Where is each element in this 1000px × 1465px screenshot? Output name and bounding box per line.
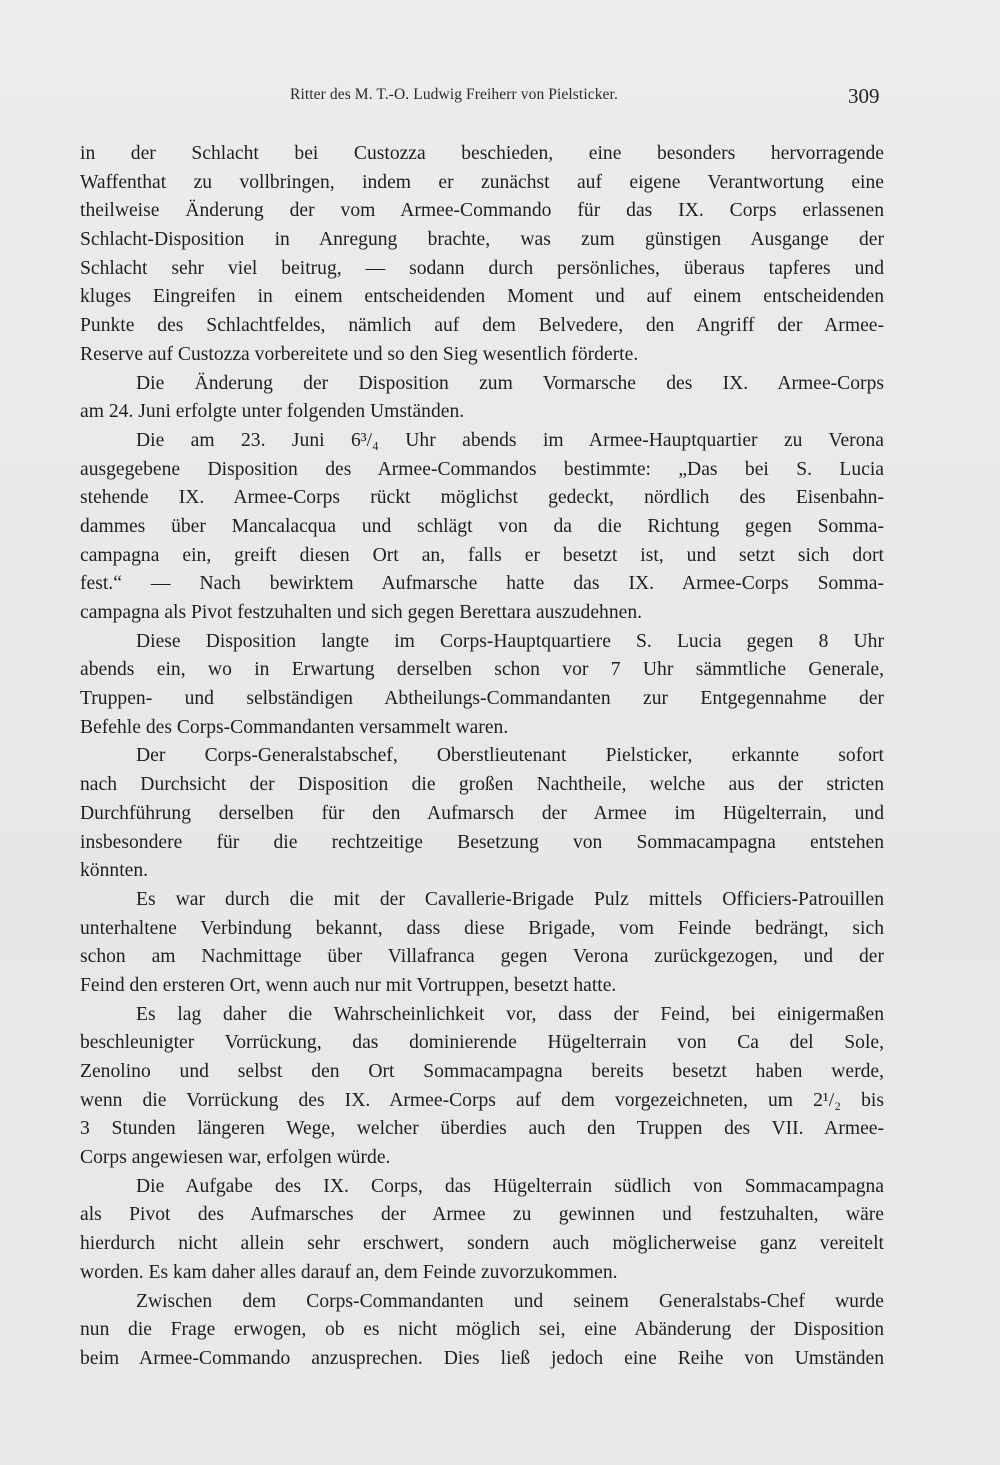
text-line: unterhaltene Verbindung bekannt, dass diese Brigade, vom Feinde bedrängt, sich: [80, 917, 884, 939]
text-line: Zenolino und selbst den Ort Sommacampagna bereits besetzt haben werde,: [80, 1061, 884, 1082]
text-line: Diese Disposition langte im Corps-Hauptquartiere S. Lucia gegen 8 Uhr: [136, 630, 884, 652]
text-line: fest.“ — Nach bewirktem Aufmarsche hatte das IX. Armee-Corps Somma-: [80, 573, 884, 595]
page-number: 309: [848, 84, 880, 108]
text-line: könnten.: [80, 860, 149, 882]
text-line: Punkte des Schlachtfeldes, nämlich auf dem Belvedere, den Angriff der Armee-: [80, 315, 884, 337]
body-text: [80, 140, 884, 1374]
text-line: stehende IX. Armee-Corps rückt möglichst gedeckt, nördlich des Eisenbahn-: [80, 487, 884, 509]
text-line: hierdurch nicht allein sehr erschwert, sondern auch möglicherweise ganz vereitelt: [80, 1233, 884, 1255]
text-line: Schlacht-Disposition in Anregung brachte, was zum günstigen Ausgange der: [80, 229, 884, 251]
text-line: Zwischen dem Corps-Commandanten und seinem Generalstabs-Chef wurde: [136, 1290, 884, 1312]
text-line: campagna ein, greift diesen Ort an, falls er besetzt ist, und setzt sich dort: [80, 544, 884, 566]
text-line: insbesondere für die rechtzeitige Besetzung von Sommacampagna entstehen: [80, 831, 884, 853]
text-line: Die Aufgabe des IX. Corps, das Hügelterrain südlich von Sommacampagna: [136, 1175, 884, 1197]
text-line: beschleunigter Vorrückung, das dominierende Hügelterrain von Ca del Sole,: [80, 1032, 884, 1054]
text-line: Die Änderung der Disposition zum Vormarsche des IX. Armee-Corps: [136, 372, 884, 394]
text-line: Der Corps-Generalstabschef, Oberstlieutenant Pielsticker, erkannte sofort: [136, 745, 884, 767]
text-line: campagna als Pivot festzuhalten und sich gegen Berettara auszudehnen.: [80, 602, 643, 623]
text-line: Feind den ersteren Ort, wenn auch nur mit Vortruppen, besetzt hatte.: [80, 974, 617, 996]
text-line: worden. Es kam daher alles darauf an, dem Feinde zuvorzukommen.: [80, 1261, 618, 1283]
text-line: Schlacht sehr viel beitrug, — sodann durch persönliches, überaus tapferes und: [80, 257, 884, 279]
text-line: Die am 23. Juni 6³/₄ Uhr abends im Armee-Hauptquartier zu Verona: [136, 429, 884, 451]
text-line: abends ein, wo in Erwartung derselben schon vor 7 Uhr sämmtliche Generale,: [80, 659, 884, 681]
text-line: Durchführung derselben für den Aufmarsch der Armee im Hügelterrain, und: [80, 802, 884, 824]
text-line: am 24. Juni erfolgte unter folgenden Umständen.: [80, 401, 465, 423]
text-line: theilweise Änderung der vom Armee-Commando für das IX. Corps erlassenen: [80, 200, 884, 222]
text-line: beim Armee-Commando anzusprechen. Dies ließ jedoch eine Reihe von Umständen: [80, 1347, 884, 1369]
text-line: dammes über Mancalacqua und schlägt von da die Richtung gegen Somma-: [80, 515, 884, 537]
running-header: Ritter des M. T.-O. Ludwig Freiherr von Pielsticker.: [290, 86, 618, 103]
text-line: Truppen- und selbständigen Abtheilungs-Commandanten zur Entgegennahme der: [80, 688, 884, 710]
text-line: schon am Nachmittage über Villafranca gegen Verona zurückgezogen, und der: [80, 946, 884, 968]
text-line: nach Durchsicht der Disposition die großen Nachtheile, welche aus der stricten: [80, 774, 884, 796]
text-line: ausgegebene Disposition des Armee-Commandos bestimmte: „Das bei S. Lucia: [80, 458, 884, 480]
text-line: kluges Eingreifen in einem entscheidenden Moment und auf einem entscheidenden: [80, 286, 884, 308]
text-line: in der Schlacht bei Custozza beschieden, eine besonders hervorragende: [80, 143, 884, 164]
text-line: als Pivot des Aufmarsches der Armee zu gewinnen und festzuhalten, wäre: [80, 1204, 884, 1226]
text-line: Befehle des Corps-Commandanten versammelt waren.: [80, 716, 509, 738]
text-line: Es lag daher die Wahrscheinlichkeit vor, dass der Feind, bei einigermaßen: [136, 1003, 884, 1025]
text-line: Corps angewiesen war, erfolgen würde.: [80, 1147, 391, 1169]
text-line: nun die Frage erwogen, ob es nicht möglich sei, eine Abänderung der Disposition: [80, 1319, 884, 1341]
text-line: 3 Stunden längeren Wege, welcher überdies auch den Truppen des VII. Armee-: [80, 1118, 884, 1140]
text-line: Waffenthat zu vollbringen, indem er zunächst auf eigene Verantwortung eine: [80, 171, 884, 193]
text-line: wenn die Vorrückung des IX. Armee-Corps auf dem vorgezeichneten, um 2¹/₂ bis: [80, 1089, 884, 1111]
text-line: Es war durch die mit der Cavallerie-Brigade Pulz mittels Officiers-Patrouillen: [136, 888, 884, 910]
text-line: Reserve auf Custozza vorbereitete und so den Sieg wesentlich förderte.: [80, 343, 639, 365]
